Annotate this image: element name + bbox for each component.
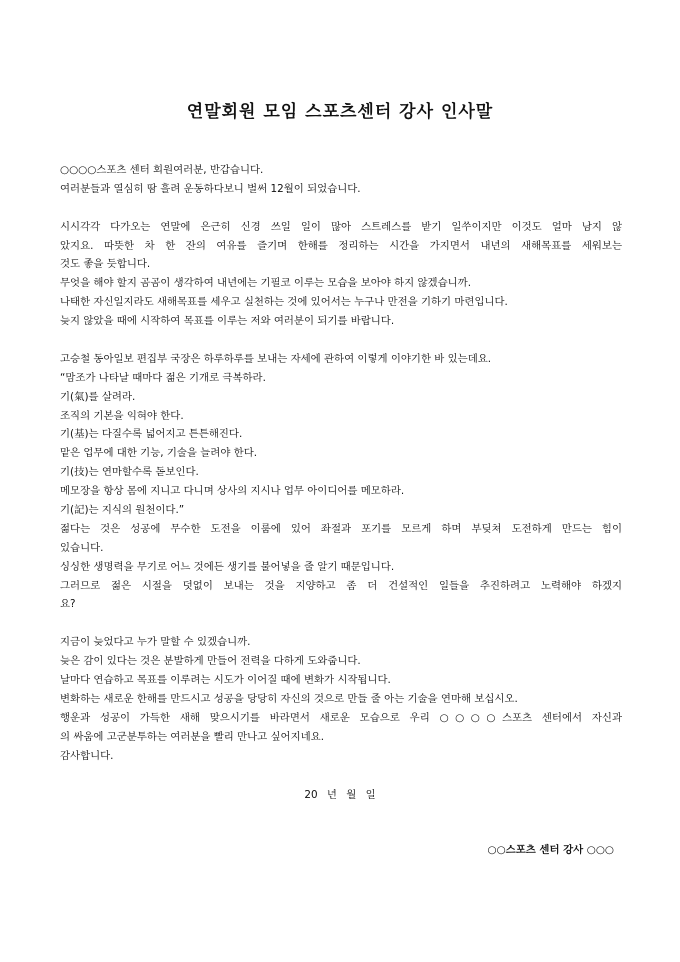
closing-paragraph <box>60 633 622 765</box>
paragraph-spacer <box>60 331 622 350</box>
text-line: 변화하는 새로운 한해를 만드시고 성공을 당당히 자신의 것으로 만들 줄 아는 기술을 연마해 보십시오. <box>60 692 518 705</box>
text-line: 나태한 자신일지라도 새해목표를 세우고 실천하는 것에 있어서는 누구나 만전을 기하기 마련입니다. <box>60 296 508 309</box>
paragraph-spacer <box>60 199 622 218</box>
text-line: 있습니다. <box>60 541 104 554</box>
year-end-paragraph <box>60 218 622 331</box>
document-body <box>60 161 622 766</box>
text-line: 늦지 않았을 때에 시작하여 목표를 이루는 저와 여러분이 되기를 바랍니다. <box>60 315 395 328</box>
paragraph-spacer <box>60 614 622 633</box>
text-line: 날마다 연습하고 목표를 이루려는 시도가 이어질 때에 변화가 시작됩니다. <box>60 674 391 687</box>
quote-paragraph <box>60 350 622 614</box>
text-line: 았지요. 따뜻한 차 한 잔의 여유를 즐기며 한해를 정리하는 시간을 가지면서 내년의 새해목표를 세워보는 <box>60 239 622 252</box>
document-title: 연말회원 모임 스포츠센터 강사 인사말 <box>186 102 494 122</box>
text-line: 그러므로 젊은 시절을 덧없이 보내는 것을 지양하고 좀 더 건설적인 일들을 추진하려고 노력해야 하겠지 <box>60 579 622 592</box>
text-line: 늦은 감이 있다는 것은 분발하게 만들어 전력을 다하게 도와줍니다. <box>60 655 361 668</box>
text-line: 싱싱한 생명력을 무기로 어느 것에든 생기를 불어넣을 줄 알기 때문입니다. <box>60 560 395 573</box>
text-line: 지금이 늦었다고 누가 말할 수 있겠습니까. <box>60 636 251 649</box>
text-line: 여러분들과 열심히 땀 흘려 운동하다보니 벌써 12월이 되었습니다. <box>60 182 361 195</box>
text-line: 요? <box>60 598 76 611</box>
text-line: 행운과 성공이 가득한 새해 맞으시기를 바라면서 새로운 모습으로 우리 ○○○○스포츠 센터에서 자신과 <box>60 711 622 724</box>
quote-line: 맡은 업무에 대한 기능, 기술을 늘려야 한다. <box>60 447 258 460</box>
text-line: 의 싸움에 고군분투하는 여러분을 빨리 만나고 싶어지네요. <box>60 730 325 743</box>
text-line: 고승철 동아일보 편집부 국장은 하루하루를 보내는 자세에 관하여 이렇게 이야기한 바 있는데요. <box>60 352 492 365</box>
quote-line: 기(記)는 지식의 원천이다.” <box>60 504 185 517</box>
quote-line: 조직의 기본을 익혀야 한다. <box>60 409 184 422</box>
date-line: 20 년 월 일 <box>304 789 376 801</box>
thanks-line: 감사합니다. <box>60 749 114 762</box>
quote-line: 기(氣)를 살려라. <box>60 390 136 403</box>
text-line: ○○○○스포츠 센터 회원여러분, 반갑습니다. <box>60 164 264 176</box>
signature: ○○스포츠 센터 강사 ○○○ <box>487 844 614 856</box>
quote-line: 기(技)는 연마할수록 돋보인다. <box>60 466 199 479</box>
text-line: 것도 좋을 듯합니다. <box>60 258 151 271</box>
quote-line: “맘조가 나타날 때마다 젊은 기개로 극복하라. <box>60 371 266 384</box>
greeting-paragraph <box>60 161 622 199</box>
text-line: 시시각각 다가오는 연말에 은근히 신경 쓰일 일이 많아 스트레스를 받기 일쑤이지만 이것도 얼마 남지 않 <box>60 220 622 233</box>
quote-line: 기(基)는 다질수록 넓어지고 튼튼해진다. <box>60 428 243 441</box>
text-line: 무엇을 해야 할지 곰곰이 생각하여 내년에는 기필코 이루는 모습을 보아야 하지 않겠습니까. <box>60 277 472 290</box>
quote-line: 메모장을 항상 몸에 지니고 다니며 상사의 지시나 업무 아이디어를 메모하라. <box>60 485 405 498</box>
text-line: 젊다는 것은 성공에 무수한 도전을 이룸에 있어 좌절과 포기를 모르게 하며 부딪쳐 도전하게 만드는 힘이 <box>60 522 622 535</box>
